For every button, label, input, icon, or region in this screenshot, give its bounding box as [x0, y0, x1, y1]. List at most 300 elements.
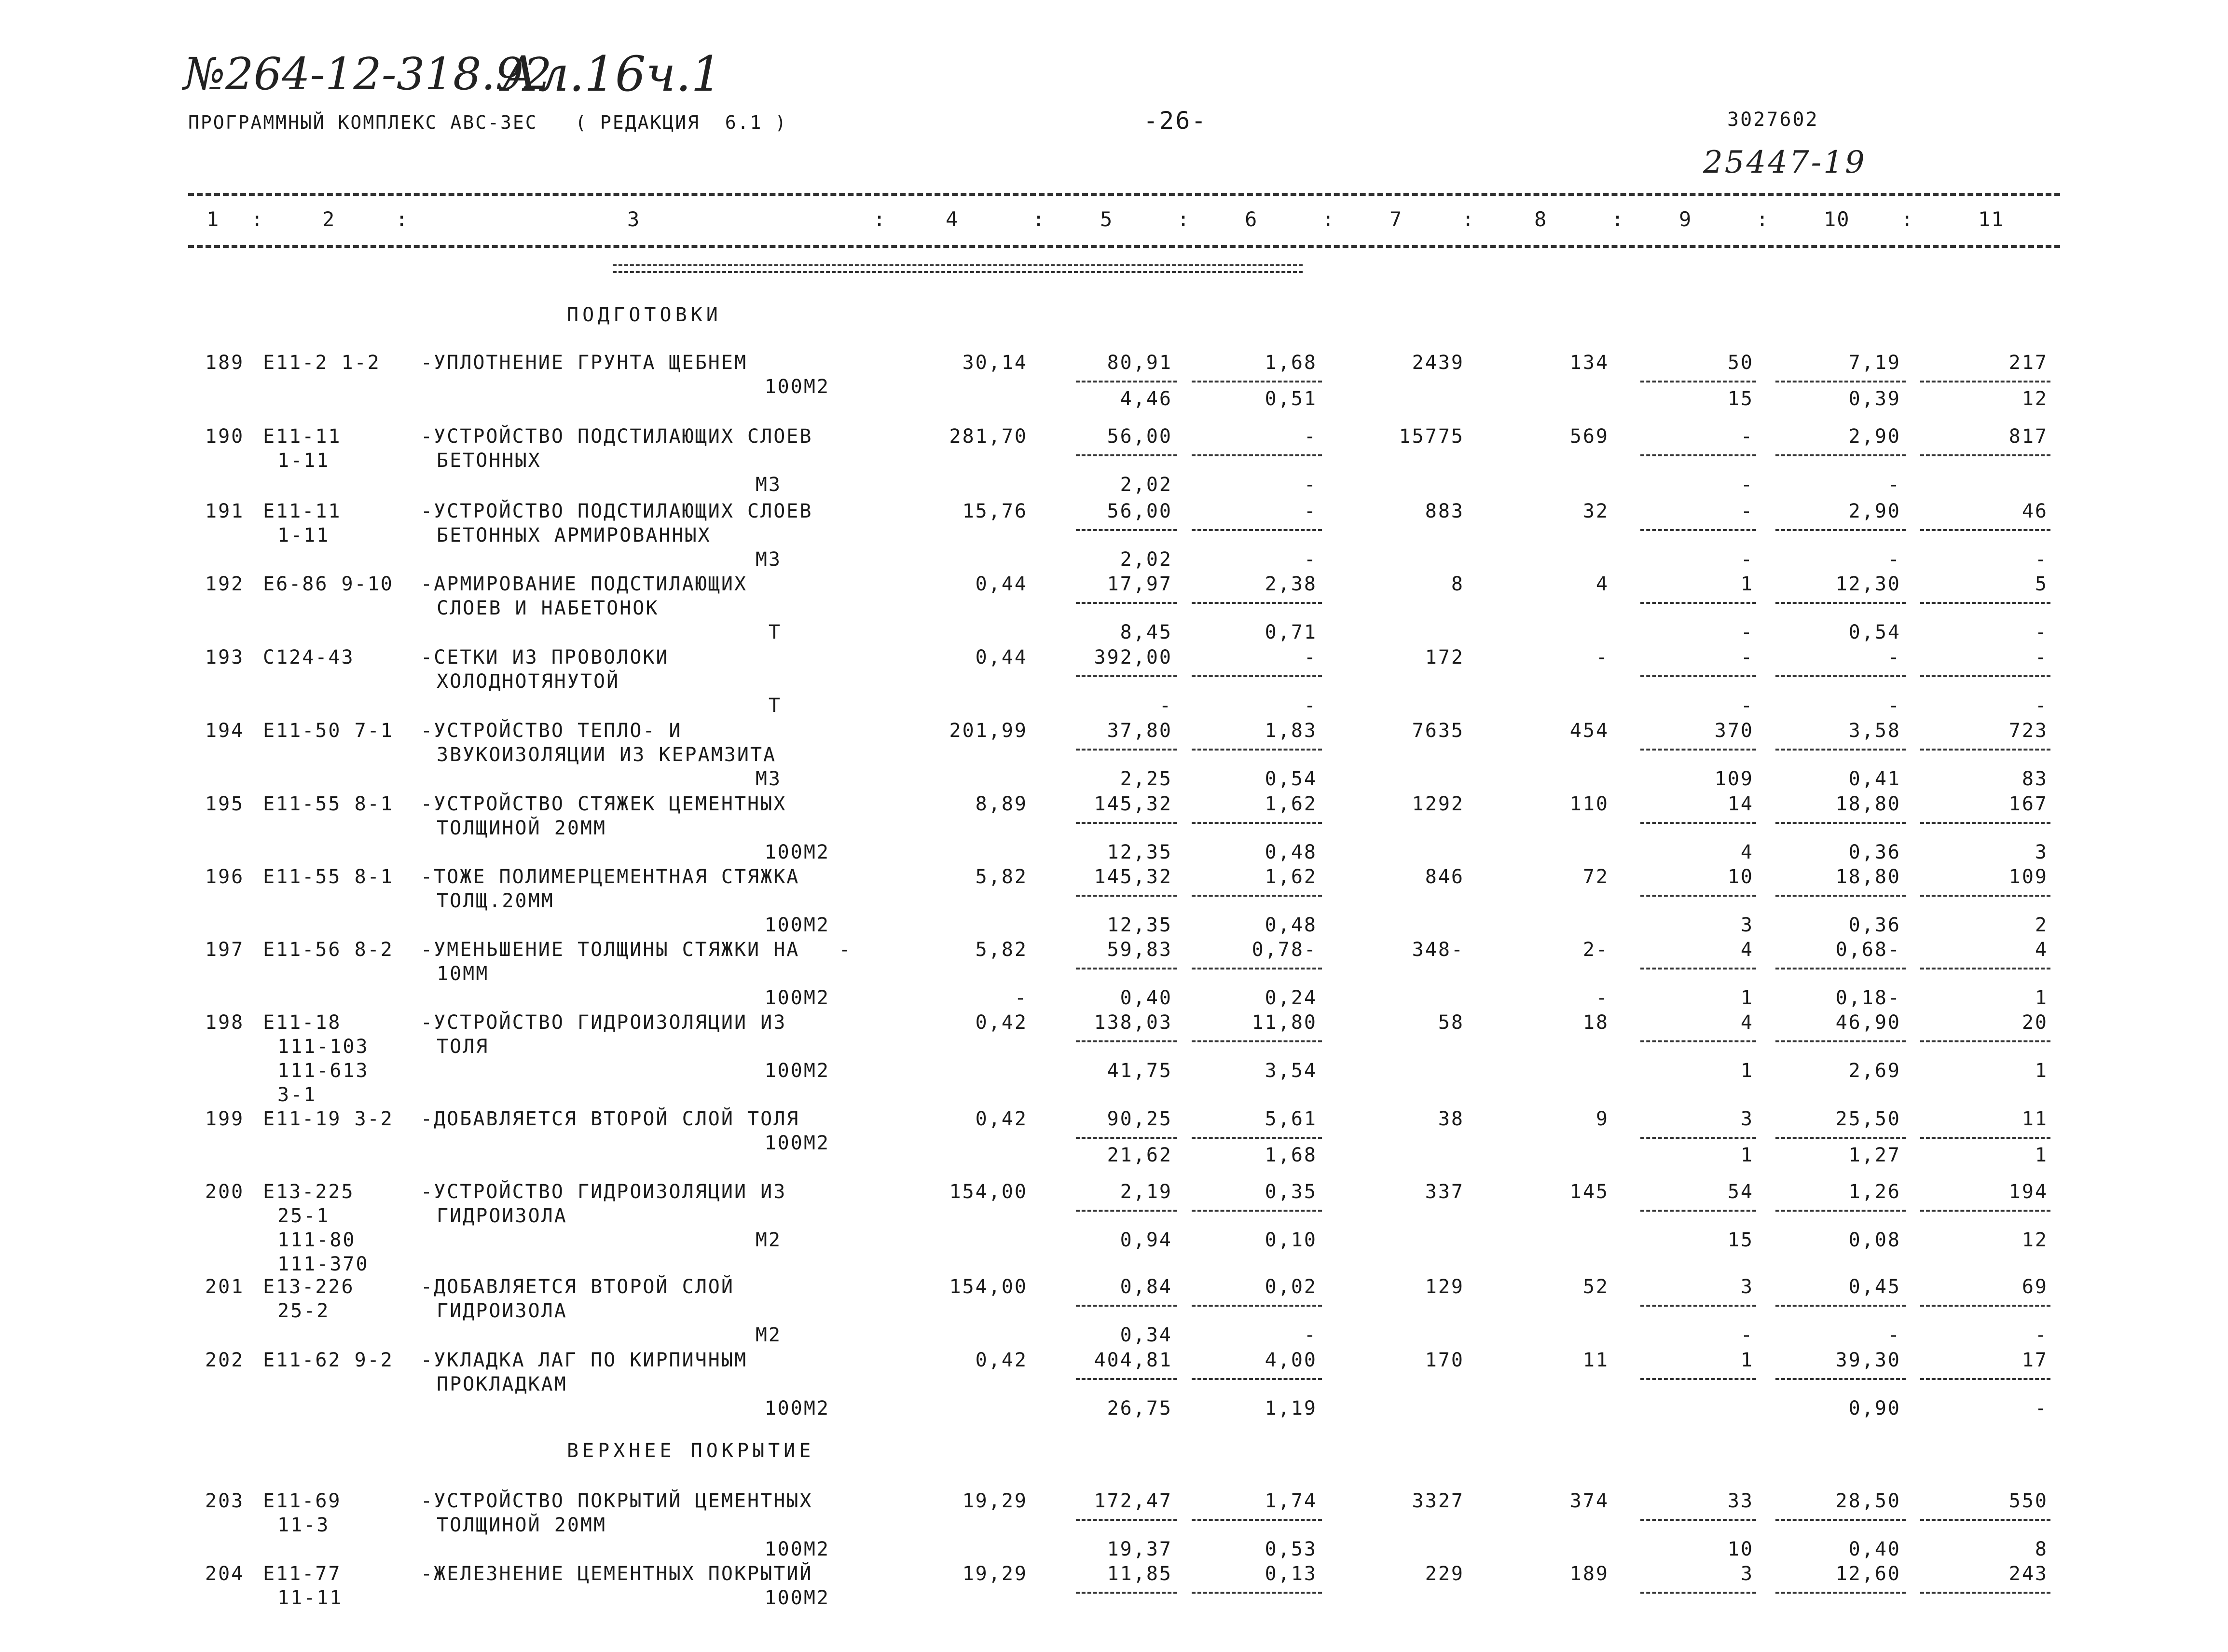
column-header-11: 11: [1978, 207, 2005, 231]
cell-c6b: -: [1304, 1324, 1317, 1346]
cell-c6: 0,35: [1265, 1181, 1317, 1203]
cell-c4: 0,42: [975, 1011, 1028, 1034]
cell-underline: [1775, 1519, 1906, 1521]
cell-underline: [1920, 822, 2050, 824]
cell-c4: 154,00: [949, 1276, 1028, 1298]
cell-c4: 8,89: [975, 793, 1028, 815]
cell-c6b: 0,48: [1265, 914, 1317, 936]
row-code: 111-370: [277, 1253, 369, 1275]
column-separator: :: [873, 207, 886, 231]
cell-c4: 0,42: [975, 1108, 1028, 1130]
row-code: Е11-69: [263, 1490, 342, 1512]
cell-c11b: 1: [2035, 987, 2048, 1009]
cell-underline: [1920, 1592, 2050, 1594]
cell-c9: 10: [1727, 866, 1754, 888]
row-description: ТОЛЩИНОЙ 20ММ: [437, 1514, 607, 1536]
cell-c11: 5: [2035, 573, 2048, 595]
cell-underline: [1076, 1210, 1177, 1212]
cell-underline: [1640, 749, 1756, 751]
cell-c10b: -: [1887, 474, 1901, 496]
cell-underline: [1640, 675, 1756, 677]
cell-c11b: -: [2035, 695, 2048, 717]
row-code: 111-613: [277, 1060, 369, 1082]
cell-c11b: -: [2035, 1324, 2048, 1346]
cell-underline: [1775, 602, 1906, 604]
cell-c10: 3,58: [1848, 720, 1901, 742]
column-separator: :: [396, 207, 408, 231]
cell-c5: 0,84: [1120, 1276, 1172, 1298]
cell-underline: [1192, 602, 1322, 604]
cell-underline: [1076, 381, 1177, 382]
cell-c6b: 0,51: [1265, 388, 1317, 410]
row-unit: 100М2: [764, 1587, 830, 1609]
cell-underline: [1076, 1378, 1177, 1380]
cell-c10: 2,90: [1848, 500, 1901, 522]
cell-c6b: 0,54: [1265, 768, 1317, 790]
cell-c4: 0,42: [975, 1349, 1028, 1371]
cell-c7: 8: [1451, 573, 1464, 595]
row-description: ТОЛЩИНОЙ 20ММ: [437, 817, 607, 839]
cell-underline: [1775, 381, 1906, 382]
cell-c10: 2,90: [1848, 425, 1901, 448]
cell-c10: 18,80: [1835, 793, 1901, 815]
cell-c6: -: [1304, 425, 1317, 448]
cell-c6: 0,13: [1265, 1563, 1317, 1585]
row-unit: 100М2: [764, 1397, 830, 1420]
column-header-2: 2: [322, 207, 336, 231]
cell-c6b: 0,71: [1265, 621, 1317, 643]
cell-c4: 201,99: [949, 720, 1028, 742]
cell-c7: 129: [1425, 1276, 1464, 1298]
row-number: 193: [205, 646, 245, 669]
cell-c11: 46: [2022, 500, 2048, 522]
row-code: Е11-11: [263, 500, 342, 522]
column-header-6: 6: [1245, 207, 1258, 231]
row-code: Е13-225: [263, 1181, 355, 1203]
cell-c5: 2,19: [1120, 1181, 1172, 1203]
cell-c9b: 1: [1740, 987, 1754, 1009]
row-description: -УСТРОЙСТВО ГИДРОИЗОЛЯЦИИ ИЗ: [421, 1011, 787, 1034]
cell-underline: [1640, 1305, 1756, 1307]
cell-c11: 817: [2008, 425, 2048, 448]
cell-c11b: 1: [2035, 1060, 2048, 1082]
row-number: 190: [205, 425, 245, 448]
row-description: ЗВУКОИЗОЛЯЦИИ ИЗ КЕРАМЗИТА: [437, 744, 777, 766]
cell-c11: 109: [2008, 866, 2048, 888]
cell-c9b: 1: [1740, 1060, 1754, 1082]
cell-c8: 134: [1569, 352, 1609, 374]
cell-c9b: -: [1740, 548, 1754, 571]
cell-c4: 154,00: [949, 1181, 1028, 1203]
cell-underline: [1076, 895, 1177, 897]
cell-c9: 4: [1740, 1011, 1754, 1034]
row-description: ТОЛЩ.20ММ: [437, 890, 554, 912]
column-separator: :: [1177, 207, 1190, 231]
cell-c11: 167: [2008, 793, 2048, 815]
row-code: Е11-11: [263, 425, 342, 448]
row-description: -ДОБАВЛЯЕТСЯ ВТОРОЙ СЛОЙ ТОЛЯ: [421, 1108, 800, 1130]
cell-underline: [1076, 822, 1177, 824]
cell-c9: 3: [1740, 1108, 1754, 1130]
cell-c8: 2-: [1582, 939, 1609, 961]
cell-underline: [1640, 1592, 1756, 1594]
cell-c9b: -: [1740, 621, 1754, 643]
row-description: ГИДРОИЗОЛА: [437, 1205, 567, 1227]
row-description: -ЖЕЛЕЗНЕНИЕ ЦЕМЕНТНЫХ ПОКРЫТИЙ: [421, 1563, 813, 1585]
cell-c4: 15,76: [962, 500, 1028, 522]
cell-c6b: 0,24: [1265, 987, 1317, 1009]
row-unit: 100М2: [764, 1132, 830, 1154]
cell-c10b: -: [1887, 1324, 1901, 1346]
cell-c8: 18: [1582, 1011, 1609, 1034]
row-number: 201: [205, 1276, 245, 1298]
row-code: Е11-50 7-1: [263, 720, 394, 742]
cell-c4: 0,44: [975, 573, 1028, 595]
row-number: 192: [205, 573, 245, 595]
cell-c6: 1,83: [1265, 720, 1317, 742]
cell-c5: 392,00: [1094, 646, 1172, 669]
cell-c5: 80,91: [1107, 352, 1172, 374]
row-description: -ТОЖЕ ПОЛИМЕРЦЕМЕНТНАЯ СТЯЖКА: [421, 866, 800, 888]
cell-underline: [1775, 675, 1906, 677]
row-description: -УСТРОЙСТВО ПОКРЫТИЙ ЦЕМЕНТНЫХ: [421, 1490, 813, 1512]
cell-c9b: 1: [1740, 1144, 1754, 1166]
row-unit: Т: [768, 695, 782, 717]
cell-c11: 550: [2008, 1490, 2048, 1512]
row-unit: М2: [755, 1324, 782, 1346]
column-header-5: 5: [1100, 207, 1114, 231]
cell-c5: 172,47: [1094, 1490, 1172, 1512]
cell-underline: [1076, 454, 1177, 456]
cell-c9: 33: [1727, 1490, 1754, 1512]
cell-c6: 2,38: [1265, 573, 1317, 595]
section-title: ПОДГОТОВКИ: [567, 304, 722, 326]
cell-c6: 1,62: [1265, 793, 1317, 815]
cell-c5b: 26,75: [1107, 1397, 1172, 1420]
cell-c9: 50: [1727, 352, 1754, 374]
row-code: Е6-86 9-10: [263, 573, 394, 595]
row-description: -СЕТКИ ИЗ ПРОВОЛОКИ: [421, 646, 669, 669]
cell-c6: -: [1304, 646, 1317, 669]
cell-c9: -: [1740, 500, 1754, 522]
row-code: 25-2: [277, 1300, 330, 1322]
header-bottom-rule: [188, 245, 2060, 248]
row-code: Е13-226: [263, 1276, 355, 1298]
row-number: 203: [205, 1490, 245, 1512]
column-separator: :: [1901, 207, 1913, 231]
cell-c10: 18,80: [1835, 866, 1901, 888]
row-code: 111-80: [277, 1229, 356, 1251]
cell-c6: 1,68: [1265, 352, 1317, 374]
cell-c4: 5,82: [975, 939, 1028, 961]
cell-underline: [1640, 968, 1756, 969]
row-description: ГИДРОИЗОЛА: [437, 1300, 567, 1322]
cell-underline: [1920, 381, 2050, 382]
cell-c10b: 0,41: [1848, 768, 1901, 790]
cell-c5: 59,83: [1107, 939, 1172, 961]
row-description: -УКЛАДКА ЛАГ ПО КИРПИЧНЫМ: [421, 1349, 748, 1371]
cell-c9: -: [1740, 425, 1754, 448]
row-number: 200: [205, 1181, 245, 1203]
cell-underline: [1920, 1305, 2050, 1307]
column-header-9: 9: [1679, 207, 1692, 231]
cell-c6b: -: [1304, 474, 1317, 496]
row-unit: 100М2: [764, 841, 830, 863]
cell-c4: 19,29: [962, 1563, 1028, 1585]
row-unit: 100М2: [764, 1060, 830, 1082]
cell-c5: 145,32: [1094, 793, 1172, 815]
cell-c10b: 0,39: [1848, 388, 1901, 410]
cell-underline: [1192, 1519, 1322, 1521]
cell-c11b: 83: [2022, 768, 2048, 790]
cell-c10b: 0,36: [1848, 914, 1901, 936]
cell-c8: 145: [1569, 1181, 1609, 1203]
cell-c8: 189: [1569, 1563, 1609, 1585]
cell-c6b: 1,68: [1265, 1144, 1317, 1166]
cell-c11b: 12: [2022, 388, 2048, 410]
row-code: 1-11: [277, 524, 330, 546]
cell-c4: 281,70: [949, 425, 1028, 448]
cell-underline: [1640, 822, 1756, 824]
cell-underline: [1076, 1592, 1177, 1594]
cell-c8: 9: [1595, 1108, 1609, 1130]
row-unit: 100М2: [764, 914, 830, 936]
row-description: ПРОКЛАДКАМ: [437, 1373, 567, 1395]
cell-c9b: 15: [1727, 1229, 1754, 1251]
cell-underline: [1076, 602, 1177, 604]
row-code: Е11-55 8-1: [263, 866, 394, 888]
cell-c7: 337: [1425, 1181, 1464, 1203]
cell-c6: 4,00: [1265, 1349, 1317, 1371]
cell-underline: [1775, 1210, 1906, 1212]
cell-c6: 5,61: [1265, 1108, 1317, 1130]
cell-underline: [1192, 1378, 1322, 1380]
cell-underline: [1775, 895, 1906, 897]
cell-underline: [1775, 1040, 1906, 1042]
cell-c11b: 1: [2035, 1144, 2048, 1166]
cell-c10b: 0,18-: [1835, 987, 1901, 1009]
cell-c10: 1,26: [1848, 1181, 1901, 1203]
row-unit: 100М2: [764, 376, 830, 398]
cell-underline: [1076, 1519, 1177, 1521]
cell-underline: [1920, 1210, 2050, 1212]
cell-c5b: 41,75: [1107, 1060, 1172, 1082]
column-header-3: 3: [627, 207, 641, 231]
row-description: -УМЕНЬШЕНИЕ ТОЛЩИНЫ СТЯЖКИ НА -: [421, 939, 852, 961]
cell-c11: -: [2035, 646, 2048, 669]
cell-c9b: 3: [1740, 914, 1754, 936]
cell-c5b: 2,02: [1120, 548, 1172, 571]
cell-underline: [1192, 1592, 1322, 1594]
cell-underline: [1076, 675, 1177, 677]
cell-underline: [1076, 529, 1177, 531]
cell-underline: [1640, 1519, 1756, 1521]
row-unit: 100М2: [764, 987, 830, 1009]
cell-underline: [1192, 1305, 1322, 1307]
cell-underline: [1640, 1210, 1756, 1212]
document-code: 3027602: [1727, 109, 1819, 131]
cell-c11b: -: [2035, 548, 2048, 571]
cell-c5: 56,00: [1107, 425, 1172, 448]
row-number: 194: [205, 720, 245, 742]
cell-c8: -: [1595, 646, 1609, 669]
cell-c6: -: [1304, 500, 1317, 522]
cell-c10: 7,19: [1848, 352, 1901, 374]
cell-underline: [1775, 1305, 1906, 1307]
row-description: БЕТОННЫХ: [437, 450, 541, 472]
cell-c5b: 2,02: [1120, 474, 1172, 496]
cell-c11b: 3: [2035, 841, 2048, 863]
cell-c5b: -: [1159, 695, 1172, 717]
cell-c7: 883: [1425, 500, 1464, 522]
column-separator: :: [1611, 207, 1624, 231]
cell-c6b: 1,19: [1265, 1397, 1317, 1420]
section-title: ВЕРХНЕЕ ПОКРЫТИЕ: [567, 1440, 815, 1462]
row-code: Е11-18: [263, 1011, 342, 1034]
cell-underline: [1920, 895, 2050, 897]
cell-c11: 723: [2008, 720, 2048, 742]
cell-c5: 11,85: [1107, 1563, 1172, 1585]
header-top-rule: [188, 193, 2060, 196]
cell-underline: [1076, 749, 1177, 751]
cell-c7: 172: [1425, 646, 1464, 669]
cell-underline: [1920, 1040, 2050, 1042]
cell-c11b: -: [2035, 621, 2048, 643]
cell-c4: 19,29: [962, 1490, 1028, 1512]
row-number: 202: [205, 1349, 245, 1371]
row-code: 111-103: [277, 1036, 369, 1058]
cell-underline: [1775, 1137, 1906, 1139]
row-description: -УСТРОЙСТВО ПОДСТИЛАЮЩИХ СЛОЕВ: [421, 500, 813, 522]
cell-c6b: -: [1304, 548, 1317, 571]
cell-underline: [1192, 529, 1322, 531]
column-header-7: 7: [1389, 207, 1403, 231]
cell-underline: [1775, 822, 1906, 824]
cell-c5b: 12,35: [1107, 914, 1172, 936]
row-description: 10ММ: [437, 963, 489, 985]
cell-underline: [1775, 1378, 1906, 1380]
row-code: 25-1: [277, 1205, 330, 1227]
cell-c9b: 10: [1727, 1538, 1754, 1560]
row-number: 196: [205, 866, 245, 888]
cell-c10: -: [1887, 646, 1901, 669]
cell-c10: 12,60: [1835, 1563, 1901, 1585]
cell-underline: [1920, 1137, 2050, 1139]
row-description: -УСТРОЙСТВО ПОДСТИЛАЮЩИХ СЛОЕВ: [421, 425, 813, 448]
row-code: 11-11: [277, 1587, 343, 1609]
section-double-rule: [613, 264, 1303, 273]
cell-underline: [1192, 749, 1322, 751]
column-header-10: 10: [1824, 207, 1850, 231]
cell-underline: [1076, 968, 1177, 969]
cell-underline: [1920, 602, 2050, 604]
program-title: ПРОГРАММНЫЙ КОМПЛЕКС АВС-3ЕС ( РЕДАКЦИЯ 6.1 ): [188, 112, 788, 133]
cell-underline: [1640, 1040, 1756, 1042]
cell-c6: 1,74: [1265, 1490, 1317, 1512]
cell-c6: 0,02: [1265, 1276, 1317, 1298]
cell-c5: 37,80: [1107, 720, 1172, 742]
cell-c11b: 8: [2035, 1538, 2048, 1560]
row-description: -ДОБАВЛЯЕТСЯ ВТОРОЙ СЛОЙ: [421, 1276, 734, 1298]
cell-c10: 0,68-: [1835, 939, 1901, 961]
column-separator: :: [251, 207, 263, 231]
cell-c5b: 4,46: [1120, 388, 1172, 410]
cell-c9: 3: [1740, 1563, 1754, 1585]
cell-c9b: 15: [1727, 388, 1754, 410]
row-description: ХОЛОДНОТЯНУТОЙ: [437, 670, 620, 693]
row-code: С124-43: [263, 646, 355, 669]
cell-c11: 217: [2008, 352, 2048, 374]
cell-underline: [1192, 1040, 1322, 1042]
cell-c4: 0,44: [975, 646, 1028, 669]
cell-c8: 110: [1569, 793, 1609, 815]
cell-c11b: 12: [2022, 1229, 2048, 1251]
cell-underline: [1192, 381, 1322, 382]
cell-c10: 46,90: [1835, 1011, 1901, 1034]
handwritten-doc-number: №264-12-318.92: [183, 48, 552, 100]
cell-c11: 20: [2022, 1011, 2048, 1034]
row-description: -УСТРОЙСТВО ГИДРОИЗОЛЯЦИИ ИЗ: [421, 1181, 787, 1203]
cell-c9b: -: [1740, 1324, 1754, 1346]
cell-underline: [1076, 1137, 1177, 1139]
cell-c7: 1292: [1412, 793, 1464, 815]
cell-underline: [1775, 968, 1906, 969]
page-number: -26-: [1143, 107, 1208, 135]
cell-c10b: -: [1887, 695, 1901, 717]
cell-c10b: 0,36: [1848, 841, 1901, 863]
cell-underline: [1640, 1378, 1756, 1380]
row-unit: 100М2: [764, 1538, 830, 1560]
cell-c6b: 0,53: [1265, 1538, 1317, 1560]
cell-c5b: 0,40: [1120, 987, 1172, 1009]
row-unit: М3: [755, 474, 782, 496]
cell-c10b: 0,40: [1848, 1538, 1901, 1560]
cell-c9: 3: [1740, 1276, 1754, 1298]
row-description: -УСТРОЙСТВО ТЕПЛО- И: [421, 720, 682, 742]
cell-c10b: 0,90: [1848, 1397, 1901, 1420]
cell-c7: 170: [1425, 1349, 1464, 1371]
cell-underline: [1640, 454, 1756, 456]
cell-c10: 28,50: [1835, 1490, 1901, 1512]
cell-c9: 4: [1740, 939, 1754, 961]
cell-c9: 14: [1727, 793, 1754, 815]
row-unit: Т: [768, 621, 782, 643]
row-number: 197: [205, 939, 245, 961]
cell-c9b: 4: [1740, 841, 1754, 863]
row-description: -УСТРОЙСТВО СТЯЖЕК ЦЕМЕНТНЫХ: [421, 793, 787, 815]
cell-c7: 15775: [1399, 425, 1464, 448]
cell-c5b: 21,62: [1107, 1144, 1172, 1166]
row-code: Е11-55 8-1: [263, 793, 394, 815]
cell-underline: [1640, 895, 1756, 897]
cell-underline: [1640, 602, 1756, 604]
cell-underline: [1192, 1137, 1322, 1139]
cell-c11: 11: [2022, 1108, 2048, 1130]
cell-c11b: -: [2035, 1397, 2048, 1420]
row-description: СЛОЕВ И НАБЕТОНОК: [437, 597, 659, 619]
row-code: Е11-2 1-2: [263, 352, 381, 374]
cell-c10b: -: [1887, 548, 1901, 571]
cell-c5b: 0,94: [1120, 1229, 1172, 1251]
cell-c11: 243: [2008, 1563, 2048, 1585]
cell-underline: [1920, 675, 2050, 677]
cell-underline: [1192, 1210, 1322, 1212]
column-separator: :: [1756, 207, 1769, 231]
cell-c10: 0,45: [1848, 1276, 1901, 1298]
cell-c9b: -: [1740, 474, 1754, 496]
cell-c11: 69: [2022, 1276, 2048, 1298]
cell-c5b: 2,25: [1120, 768, 1172, 790]
